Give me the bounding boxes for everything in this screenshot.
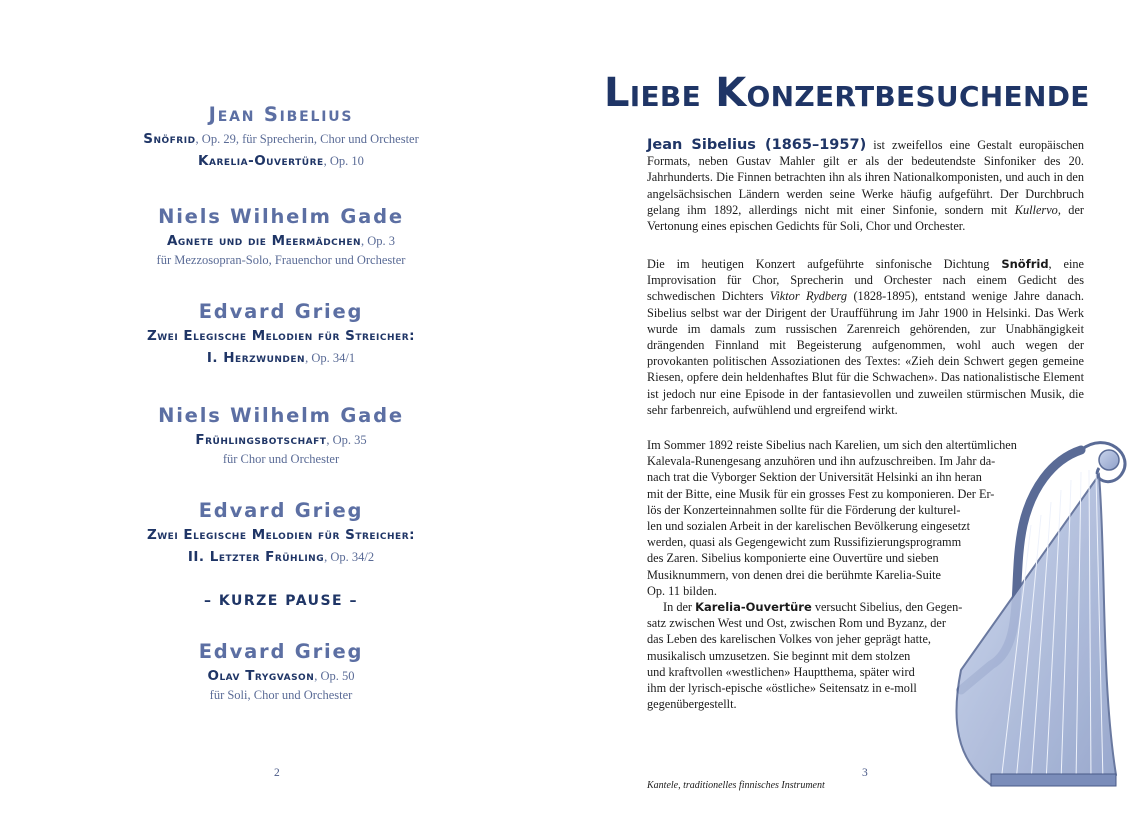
programme-item-sibelius (60, 102, 502, 172)
work-opus: , Op. 34/2 (324, 550, 375, 564)
text-run: In der (663, 600, 696, 615)
composer-name: Edvard Grieg (198, 499, 364, 522)
text-run: , eine Improvisation für Chor, Sprecherin und Orchester nach einem Gedicht des schwedischen Dichters (647, 257, 1084, 304)
work-title: Frühlingsbotschaft (195, 432, 327, 448)
text-run: (1828-1895), entstand wenige Jahre danach. Sibelius selbst war der Dirigent der Uraufführung im Jahr 1900 in Helsinki. Das Werk wurde im damals zum russischen Zarenreich gehörenden, zur Unabhängigkeit drängenden Finnland mit Begeisterung aufgenommen, wohl auch wegen der provokanten politischen Assoziationen des Textes: «Zieh dein Schwert gegen gemeine Riesen, opfere dein heldenhaftes Blut für die Schwachen». Das nationalistische Element ist jedoch nur eine Episode in der fantasievollen und zuweilen stürmischen Musik, die sehr farbenreich, aufwühlend und ergreifend wirkt. (647, 289, 1084, 417)
text-line: werden, quasi als Gegengewicht zum Russifizierungsprogramm (647, 535, 962, 550)
work-title: Olav Trygvason (207, 668, 315, 684)
programme-item-gade-agnete (60, 204, 502, 268)
page-title: Liebe Konzertbesuchende (604, 70, 1090, 116)
programme-item-gade-fruehling (60, 403, 502, 467)
composer-name: Jean Sibelius (208, 103, 354, 126)
work-title-line (60, 128, 502, 150)
text-line: und kraftvollen «westlichen» Hauptthema, später wird (647, 664, 915, 679)
work-opus: , Op. 35 (326, 433, 367, 447)
text-line: mit der Bitte, eine Musik für ein grosses Fest zu komponieren. Der Er- (647, 486, 995, 501)
poet-reference: Viktor Rydberg (769, 289, 848, 304)
work-opus: , Op. 3 (361, 234, 396, 248)
work-title-line (60, 429, 502, 451)
work-reference: Karelia-Ouvertüre (695, 600, 812, 615)
text-line: len und sozialen Arbeit in der karelischen Bevölkerung eingesetzt (647, 519, 971, 534)
text-run: versucht Sibelius, den Gegen- (811, 600, 963, 615)
work-reference: Kullervo (1014, 202, 1058, 217)
work-title-line (60, 230, 502, 252)
text-line: lös der Konzerteinnahmen sollte für die Förderung der kulturel- (647, 502, 961, 517)
work-title-line (60, 325, 502, 347)
kantele-illustration (931, 430, 1131, 805)
text-line: satz zwischen West und Ost, zwischen Rom und Byzanz, der (647, 616, 946, 631)
text-line: das Leben des karelischen Volkes von jeher geprägt hatte, (647, 632, 931, 647)
text-line: des Zaren. Sibelius komponierte eine Ouvertüre und sieben (647, 551, 939, 566)
work-title: Karelia-Ouvertüre (198, 153, 324, 169)
page-number-left: 2 (274, 767, 280, 779)
lead-composer: Jean Sibelius (1865–1957) (647, 137, 867, 153)
work-title-line (60, 546, 502, 568)
text-run: , der Vertonung eines epischen Gedichts für Soli, Chor und Orchester. (647, 202, 1084, 234)
composer-name: Edvard Grieg (198, 300, 364, 323)
work-title-line (60, 347, 502, 369)
text-line: Im Sommer 1892 reiste Sibelius nach Karelien, um sich den altertümlichen (647, 438, 1017, 452)
image-caption: Kantele, traditionelles finnisches Instrument (647, 780, 825, 791)
text-line: Kalevala-Runengesang anzuhören und ihn aufzuschreiben. Im Jahr da- (647, 454, 996, 469)
programme-item-grieg-olav (60, 639, 502, 703)
text-line: gegenübergestellt. (647, 697, 737, 712)
work-opus: , Op. 34/1 (305, 351, 356, 365)
work-reference: Snöfrid (1001, 257, 1049, 271)
paragraph-snofrid (647, 256, 1084, 418)
programme-item-grieg-herzwunden (60, 299, 502, 369)
paragraph-intro (647, 137, 1084, 234)
work-title-line (60, 524, 502, 546)
composer-name: Edvard Grieg (198, 640, 364, 663)
work-title: Snöfrid (143, 131, 196, 147)
work-title-line (60, 665, 502, 687)
text-run: Die im heutigen Konzert aufgeführte sinfonische Dichtung (647, 257, 1002, 271)
work-opus: , Op. 29, für Sprecherin, Chor und Orchester (195, 132, 419, 146)
programme-item-grieg-letzter (60, 498, 502, 568)
text-run: ist zweifellos eine Gestalt europäischen Formats, neben Gustav Mahler gilt er als der bedeutendste Sinfoniker des 20. Jahrhunderts. Die Finnen betrachten ihn als ihren Nationalkomponisten, und auch in den angelsächsischen Ländern werden seine Werke häufig aufgeführt. Der Durchbruch gelang ihm 1892, allerdings nicht mit einer Sinfonie, sondern mit (647, 138, 1084, 217)
right-page (571, 0, 1142, 817)
work-title: Zwei Elegische Melodien für Streicher: (146, 527, 416, 543)
text-line: Op. 11 bilden. (647, 583, 717, 598)
composer-name: Niels Wilhelm Gade (158, 404, 404, 427)
work-opus: , Op. 10 (323, 154, 364, 168)
work-subtitle: für Chor und Orchester (222, 452, 340, 466)
work-subtitle: für Soli, Chor und Orchester (209, 688, 353, 702)
intermission-label: – KURZE PAUSE – (204, 593, 358, 609)
text-line: nach trat die Vyborger Sektion der Universität Helsinki an ihn heran (647, 470, 982, 485)
text-line: musikalisch umzusetzen. Sie beginnt mit dem stolzen (647, 648, 911, 663)
work-title-line (60, 150, 502, 172)
work-title: Agnete und die Meermädchen (166, 233, 362, 249)
text-line: Musiknummern, von denen drei die berühmte Karelia-Suite (647, 567, 942, 582)
work-opus: , Op. 50 (314, 669, 355, 683)
work-title: Zwei Elegische Melodien für Streicher: (146, 328, 416, 344)
page-number-right: 3 (862, 767, 868, 779)
work-subtitle: für Mezzosopran-Solo, Frauenchor und Orchester (156, 253, 406, 267)
text-line: ihm der lyrisch-epische «östliche» Seitensatz in e-moll (647, 681, 917, 696)
composer-name: Niels Wilhelm Gade (158, 205, 404, 228)
work-title: I. Herzwunden (206, 350, 306, 366)
work-title: II. Letzter Frühling (187, 549, 325, 565)
